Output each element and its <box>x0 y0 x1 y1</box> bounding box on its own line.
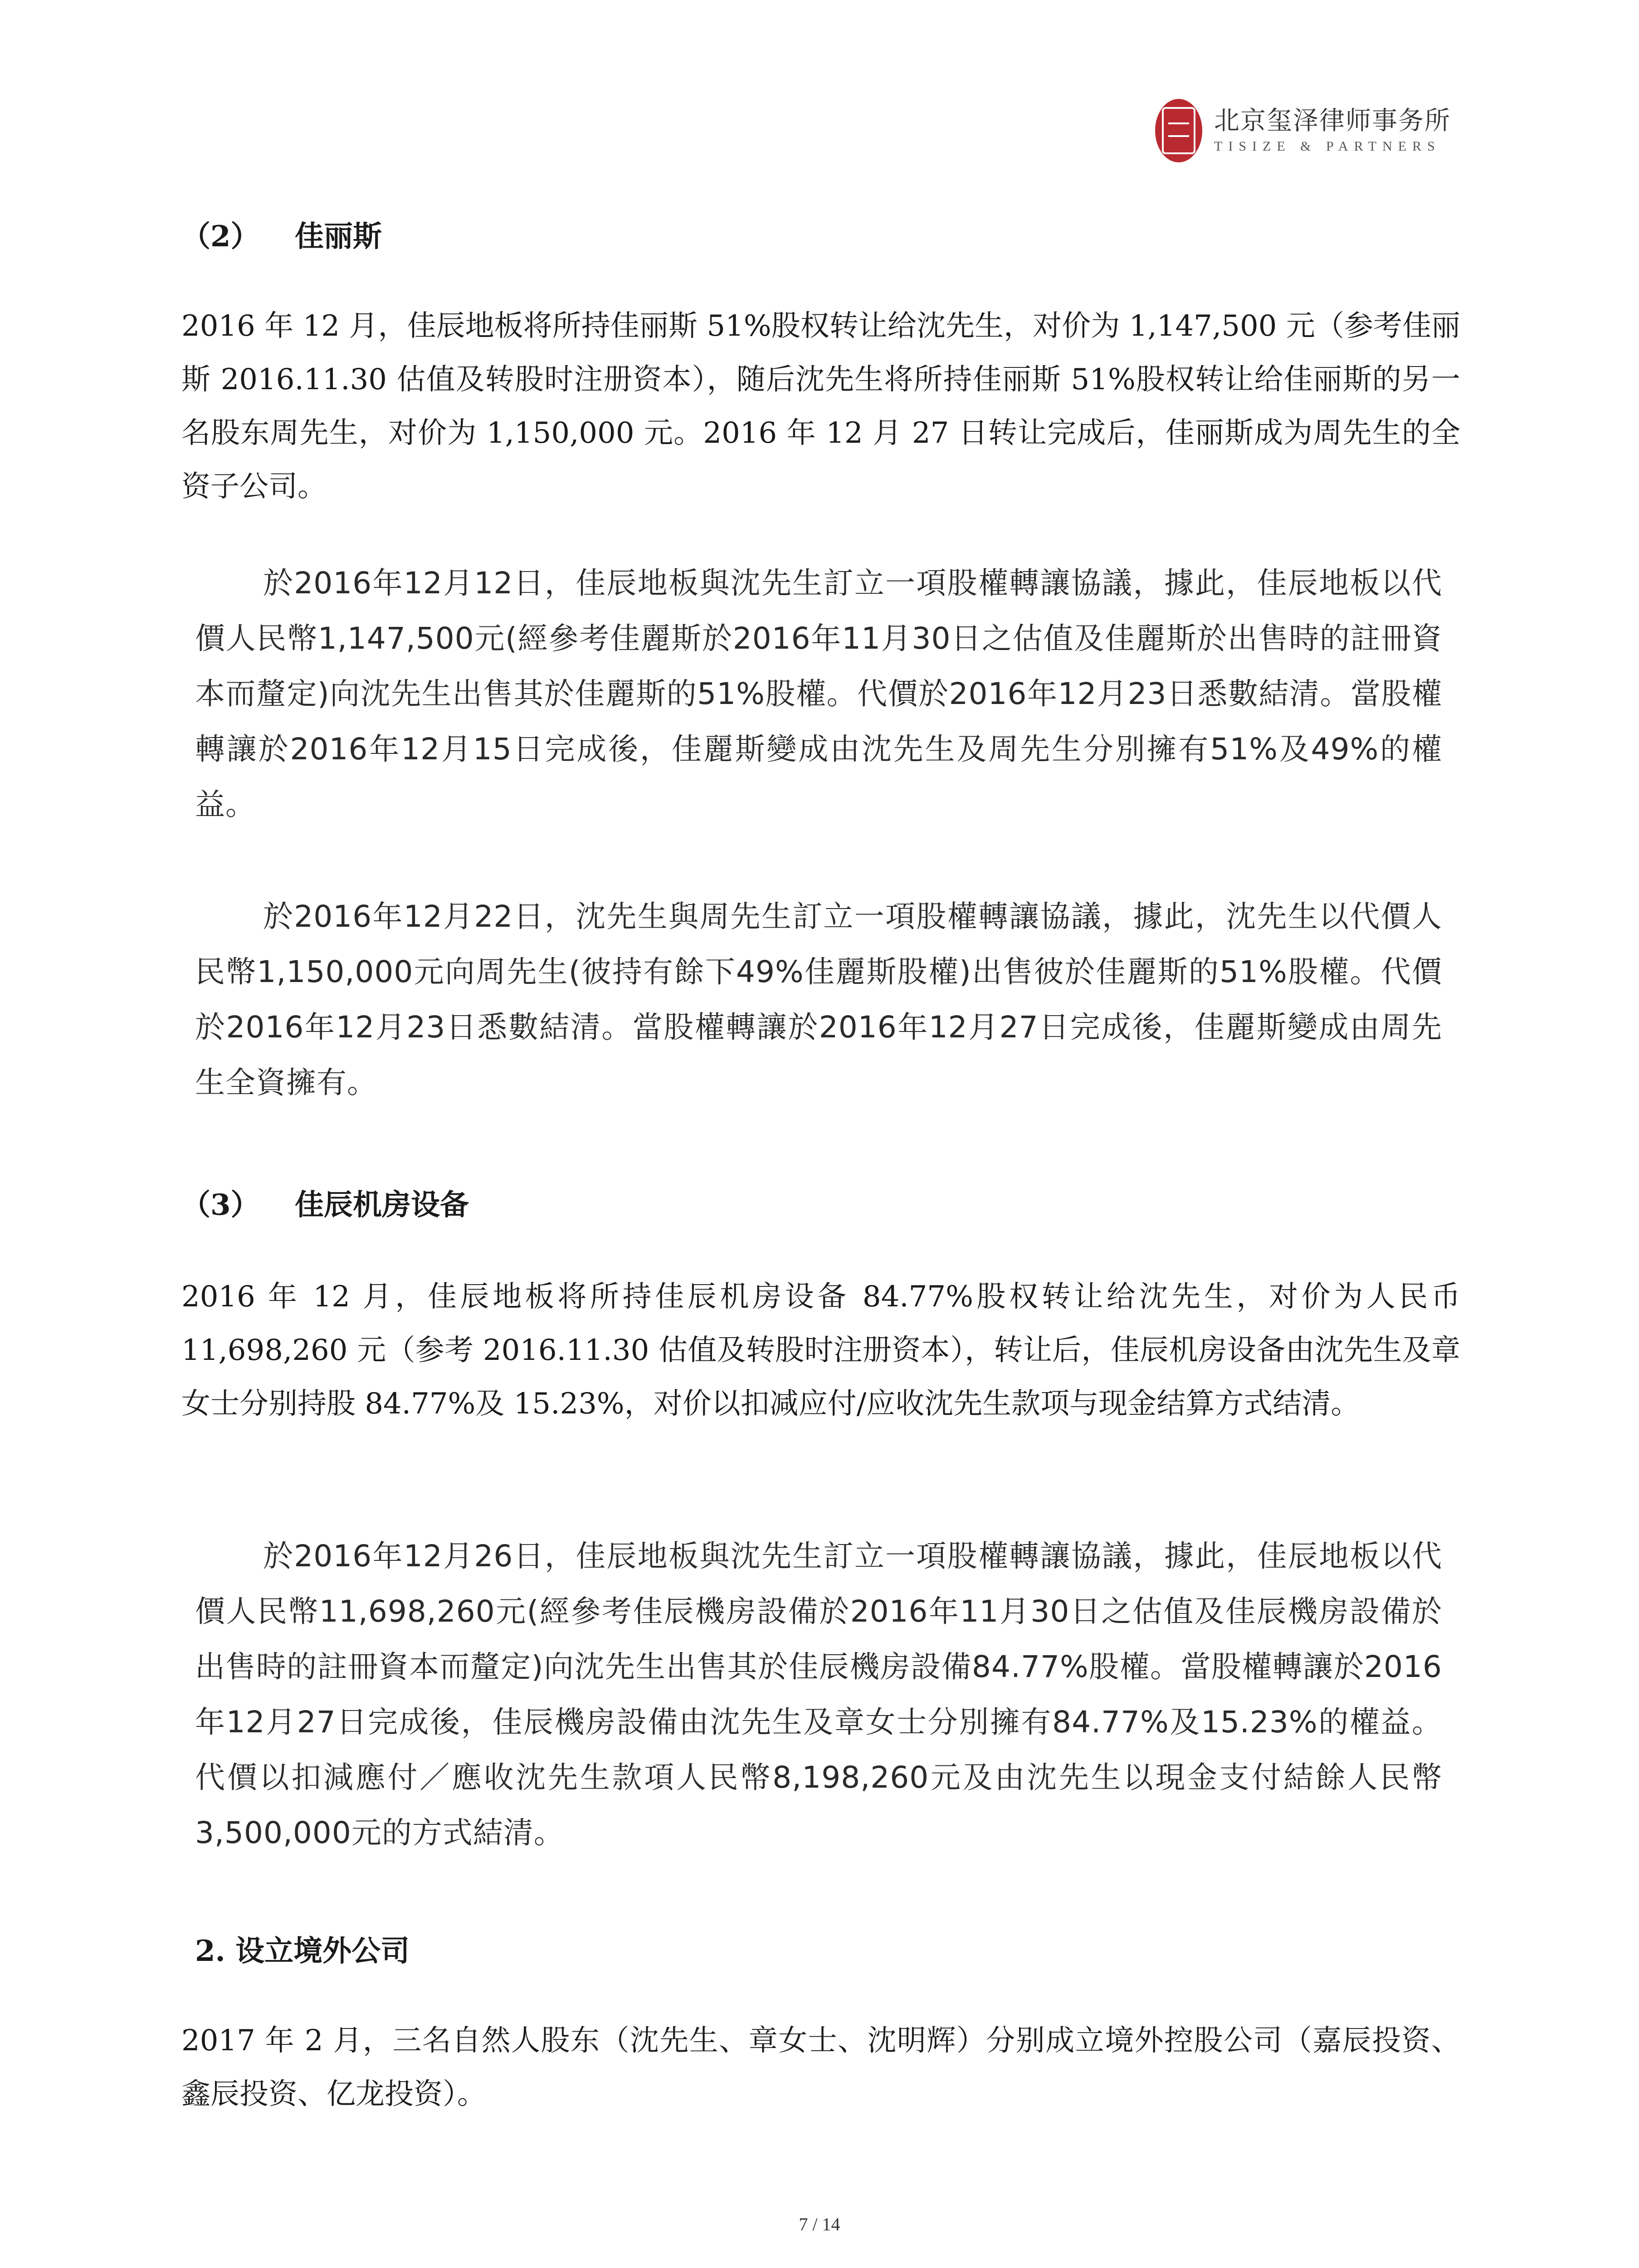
letterhead <box>1155 99 1451 162</box>
section-number: （3） <box>181 1188 260 1222</box>
section-offshore-body: 2017 年 2 月，三名自然人股东（沈先生、章女士、沈明辉）分别成立境外控股公司（嘉辰投资、鑫辰投资、亿龙投资）。 <box>181 2024 1460 2111</box>
section-title: 佳辰机房设备 <box>295 1188 469 1222</box>
firm-name-cn: 北京玺泽律师事务所 <box>1214 106 1451 136</box>
firm-name-block <box>1214 107 1451 154</box>
section-heading-offshore: 2. 设立境外公司 <box>195 1934 410 1968</box>
section-title: 佳丽斯 <box>295 220 382 254</box>
section-heading-3 <box>181 1188 469 1222</box>
section-3-body: 2016 年 12 月，佳辰地板将所持佳辰机房设备 84.77%股权转让给沈先生，对价为人民币 11,698,260 元（参考 2016.11.30 估值及转股时注册资本），转让后，佳辰机房设备由沈先生及章女士分别持股 84.77%及 15.23%，对价以扣减应付/应收沈先生款项与现金结算方式结清。 <box>181 1280 1460 1421</box>
quoted-excerpt: 於2016年12月22日，沈先生與周先生訂立一項股權轉讓協議，據此，沈先生以代價人民幣1,150,000元向周先生(彼持有餘下49%佳麗斯股權)出售彼於佳麗斯的51%股權。代價於2016年12月23日悉數結清。當股權轉讓於2016年12月27日完成後，佳麗斯變成由周先生全資擁有。 <box>195 899 1442 1100</box>
quoted-excerpt: 於2016年12月26日，佳辰地板與沈先生訂立一項股權轉讓協議，據此，佳辰地板以代價人民幣11,698,260元(經參考佳辰機房設備於2016年11月30日之估值及佳辰機房設備於出售時的註冊資本而釐定)向沈先生出售其於佳辰機房設備84.77%股權。當股權轉讓於2016年12月27日完成後，佳辰機房設備由沈先生及章女士分別擁有84.77%及15.23%的權益。代價以扣減應付／應收沈先生款項人民幣8,198,260元及由沈先生以現金支付結餘人民幣3,500,000元的方式結清。 <box>195 1539 1442 1850</box>
section-number: （2） <box>181 220 260 254</box>
section-heading-2 <box>181 220 382 254</box>
section-2-body: 2016 年 12 月，佳辰地板将所持佳丽斯 51%股权转让给沈先生，对价为 1,147,500 元（参考佳丽斯 2016.11.30 估值及转股时注册资本），随后沈先生将所持佳丽斯 51%股权转让给佳丽斯的另一名股东周先生，对价为 1,150,000 元。2016 年 12 月 27 日转让完成后，佳丽斯成为周先生的全资子公司。 <box>181 309 1460 503</box>
quoted-excerpt: 於2016年12月12日，佳辰地板與沈先生訂立一項股權轉讓協議，據此，佳辰地板以代價人民幣1,147,500元(經參考佳麗斯於2016年11月30日之估值及佳麗斯於出售時的註冊資本而釐定)向沈先生出售其於佳麗斯的51%股權。代價於2016年12月23日悉數結清。當股權轉讓於2016年12月15日完成後，佳麗斯變成由沈先生及周先生分別擁有51%及49%的權益。 <box>195 566 1442 822</box>
firm-seal-logo <box>1155 99 1202 162</box>
firm-name-en: TISIZE & PARTNERS <box>1214 138 1441 154</box>
page-number: 7 / 14 <box>799 2214 840 2234</box>
